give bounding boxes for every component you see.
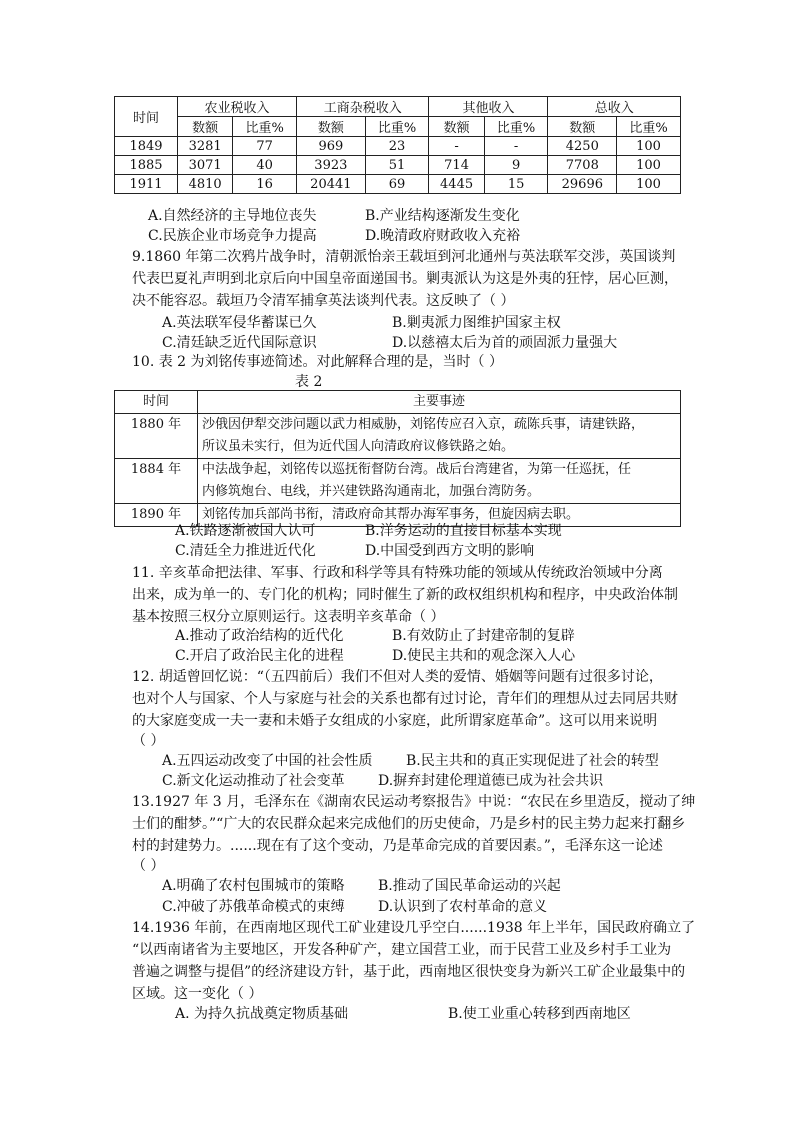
question-12-line: 的大家庭变成一夫一妻和未婚子女组成的小家庭，此所谓家庭革命”。这可以用来说明 xyxy=(132,713,658,729)
event-line: 内修筑炮台、电线，并兴建铁路沟通南北，加强台湾防务。 xyxy=(202,484,541,499)
option-a: A.明确了农村包围城市的策略 xyxy=(162,878,345,894)
option-c: C.新文化运动推动了社会变革 xyxy=(162,773,345,789)
value-cell: 100 xyxy=(617,137,681,156)
option-a: A.英法联军侵华蓄谋已久 xyxy=(162,315,317,331)
event-line: 刘铭传加兵部尚书衔，清政府命其帮办海军事务，但旋因病去职。 xyxy=(202,507,580,522)
table-row xyxy=(115,156,681,175)
table-caption: 表 2 xyxy=(295,374,323,390)
value-cell: 16 xyxy=(233,175,297,194)
value-cell: 23 xyxy=(365,137,429,156)
year-cell: 1849 xyxy=(115,137,178,156)
event-line: 沙俄因伊犁交涉问题以武力相威胁，刘铭传应召入京，疏陈兵事，请建铁路， xyxy=(202,417,645,432)
option-b: B.民主共和的真正实现促进了社会的转型 xyxy=(406,753,659,769)
question-11-line: 11. 辛亥革命把法律、军事、行政和科学等具有特殊功能的领域从传统政治领域中分离 xyxy=(132,565,663,581)
sub-header: 数额 xyxy=(297,117,366,137)
question-11-line: 出来，成为单一的、专门化的机构；同时催生了新的政权组织机构和程序，中央政治体制 xyxy=(132,587,678,603)
option-c: C.民族企业市场竞争力提高 xyxy=(148,228,317,244)
group-header: 总收入 xyxy=(548,97,681,117)
year-cell: 1890 年 xyxy=(115,504,198,527)
question-14-line: 普遍之调整与提倡”的经济建设方针，基于此，西南地区很快变身为新兴工矿企业最集中的 xyxy=(132,964,686,980)
question-13-line: 13.1927 年 3 月，毛泽东在《湖南农民运动考察报告》中说：“农民在乡里造反，搅动了绅 xyxy=(132,794,696,810)
sub-header: 数额 xyxy=(429,117,484,137)
table-row xyxy=(115,414,681,459)
event-cell xyxy=(198,414,681,459)
sub-header: 比重% xyxy=(484,117,548,137)
table-row xyxy=(115,459,681,504)
value-cell: 714 xyxy=(429,156,484,175)
value-cell: - xyxy=(429,137,484,156)
option-b: B.使工业重心转移到西南地区 xyxy=(448,1006,631,1022)
sub-header: 比重% xyxy=(365,117,429,137)
value-cell: 9 xyxy=(484,156,548,175)
option-c: C.开启了政治民主化的进程 xyxy=(175,648,344,664)
table-row xyxy=(115,137,681,156)
value-cell: 20441 xyxy=(297,175,366,194)
question-13-line: 村的封建势力。......现在有了这个变动，乃是革命完成的首要因素。”，毛泽东这一论述 xyxy=(132,838,663,854)
time-header: 时间 xyxy=(115,97,178,137)
events-header: 主要事迹 xyxy=(198,391,681,414)
option-b: B.洋务运动的直接目标基本实现 xyxy=(365,523,562,539)
question-14-line: 14.1936 年前，在西南地区现代工矿业建设几乎空白......1938 年上半年，国民政府确立了 xyxy=(132,920,696,936)
option-b: B.产业结构逐渐发生变化 xyxy=(365,208,520,224)
question-10-stem: 10. 表 2 为刘铭传事迹简述。对此解释合理的是，当时（ ） xyxy=(132,354,503,370)
group-header: 农业税收入 xyxy=(178,97,297,117)
value-cell: 4445 xyxy=(429,175,484,194)
option-c: C.清廷全力推进近代化 xyxy=(175,543,316,559)
question-9-line: 决不能容忍。载垣乃令清军捕拿英法谈判代表。这反映了（ ） xyxy=(132,293,515,309)
option-a: A.五四运动改变了中国的社会性质 xyxy=(162,753,373,769)
option-a: A.推动了政治结构的近代化 xyxy=(175,628,344,644)
value-cell: 69 xyxy=(365,175,429,194)
value-cell: 7708 xyxy=(548,156,617,175)
question-11-line: 基本按照三权分立原则运行。这表明辛亥革命（ ） xyxy=(132,609,445,625)
option-c: C.冲破了苏俄革命模式的束缚 xyxy=(162,899,345,915)
question-12-line: 12. 胡适曾回忆说：“（五四前后）我们不但对人类的爱情、婚姻等问题有过很多讨论， xyxy=(132,669,663,685)
value-cell: 51 xyxy=(365,156,429,175)
option-c: C.清廷缺乏近代国际意识 xyxy=(162,335,317,351)
event-line: 所议虽未实行，但为近代国人向清政府议修铁路之始。 xyxy=(202,439,515,454)
question-9-line: 代表巴夏礼声明到北京后向中国皇帝面递国书。剿夷派认为这是外夷的狂悖，居心叵测， xyxy=(132,271,678,287)
sub-header: 数额 xyxy=(548,117,617,137)
year-cell: 1884 年 xyxy=(115,459,198,504)
sub-header: 比重% xyxy=(617,117,681,137)
sub-header: 数额 xyxy=(178,117,233,137)
year-cell: 1880 年 xyxy=(115,414,198,459)
option-d: D.摒弃封建伦理道德已成为社会共识 xyxy=(378,773,604,789)
question-14-line: 区域。这一变化（ ） xyxy=(132,986,263,1002)
question-9-line: 9.1860 年第二次鸦片战争时，清朝派怡亲王载垣到河北通州与英法联军交涉，英国谈判 xyxy=(132,249,676,265)
time-header: 时间 xyxy=(115,391,198,414)
option-a: A.铁路逐渐被国人认可 xyxy=(175,523,316,539)
table-subheader-row xyxy=(115,117,681,137)
value-cell: 4250 xyxy=(548,137,617,156)
value-cell: 77 xyxy=(233,137,297,156)
liu-mingchuan-table xyxy=(114,390,681,527)
value-cell: 40 xyxy=(233,156,297,175)
revenue-table xyxy=(114,96,681,194)
table-header-row xyxy=(115,97,681,117)
event-line: 中法战争起，刘铭传以巡抚衔督防台湾。战后台湾建省，为第一任巡抚，任 xyxy=(202,462,632,477)
value-cell: 4810 xyxy=(178,175,233,194)
sub-header: 比重% xyxy=(233,117,297,137)
question-13-line: （ ） xyxy=(132,858,165,874)
option-d: D.中国受到西方文明的影响 xyxy=(365,543,535,559)
table-header-row xyxy=(115,391,681,414)
year-cell: 1911 xyxy=(115,175,178,194)
option-a: A.自然经济的主导地位丧失 xyxy=(148,208,317,224)
value-cell: 3071 xyxy=(178,156,233,175)
value-cell: 100 xyxy=(617,156,681,175)
table-row xyxy=(115,175,681,194)
option-d: D.认识到了农村革命的意义 xyxy=(378,899,548,915)
value-cell: 3281 xyxy=(178,137,233,156)
event-cell xyxy=(198,459,681,504)
question-13-line: 士们的酣梦。”“广大的农民群众起来完成他们的历史使命，乃是乡村的民主势力起来打翻乡 xyxy=(132,816,686,832)
option-d: D.以慈禧太后为首的顽固派力量强大 xyxy=(392,335,618,351)
group-header: 工商杂税收入 xyxy=(297,97,429,117)
value-cell: 29696 xyxy=(548,175,617,194)
option-b: B.有效防止了封建帝制的复辟 xyxy=(392,628,575,644)
value-cell: - xyxy=(484,137,548,156)
question-12-line: 也对个人与国家、个人与家庭与社会的关系也都有过讨论，青年们的理想从过去同居共财 xyxy=(132,691,678,707)
value-cell: 15 xyxy=(484,175,548,194)
value-cell: 969 xyxy=(297,137,366,156)
option-d: D.使民主共和的观念深入人心 xyxy=(392,648,576,664)
question-14-line: “以西南诸省为主要地区，开发各种矿产，建立国营工业，而于民营工业及乡村手工业为 xyxy=(132,942,672,958)
value-cell: 3923 xyxy=(297,156,366,175)
option-b: B.剿夷派力图维护国家主权 xyxy=(392,315,561,331)
value-cell: 100 xyxy=(617,175,681,194)
question-12-line: （ ） xyxy=(132,733,165,749)
option-d: D.晚清政府财政收入充裕 xyxy=(365,228,521,244)
option-b: B.推动了国民革命运动的兴起 xyxy=(378,878,561,894)
group-header: 其他收入 xyxy=(429,97,548,117)
option-a: A. 为持久抗战奠定物质基础 xyxy=(175,1006,349,1022)
year-cell: 1885 xyxy=(115,156,178,175)
